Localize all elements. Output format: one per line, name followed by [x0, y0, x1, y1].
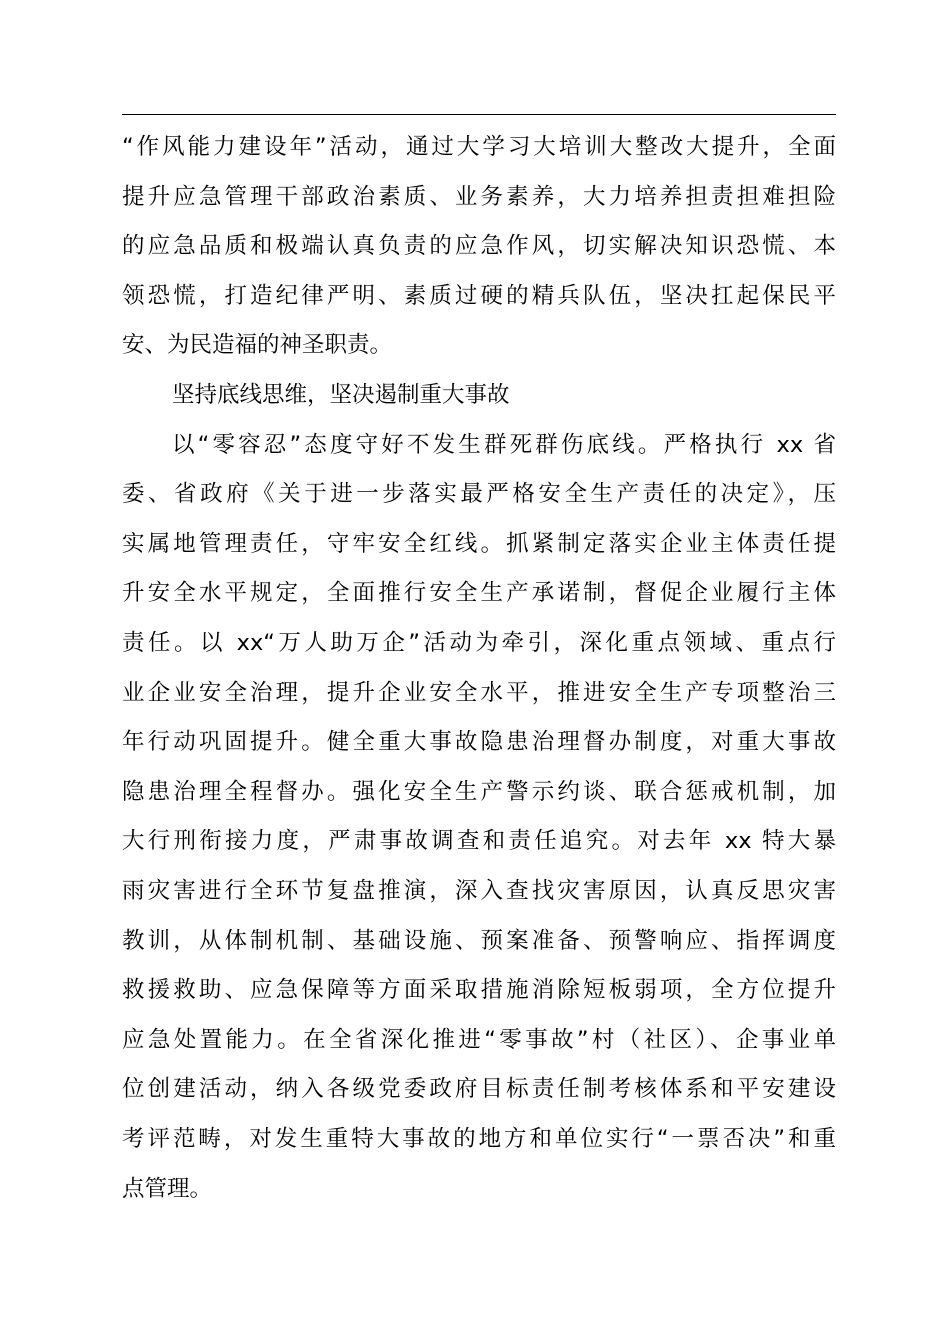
text-line: 年行动巩固提升。健全重大事故隐患治理督办制度，对重大事故 [122, 729, 836, 756]
text-line: 委、省政府《关于进一步落实最严格安全生产责任的决定》，压 [122, 481, 836, 508]
text-line: 雨灾害进行全环节复盘推演，深入查找灾害原因，认真反思灾害 [122, 878, 836, 904]
text-line: 点管理。 [122, 1175, 213, 1202]
text-line: 隐患治理全程督办。强化安全生产警示约谈、联合惩戒机制，加 [122, 778, 836, 805]
text-line: 安、为民造福的神圣职责。 [122, 332, 393, 359]
text-line: 升安全水平规定，全面推行安全生产承诺制，督促企业履行主体 [122, 580, 836, 607]
text-line: 提升应急管理干部政治素质、业务素养，大力培养担责担难担险 [122, 183, 836, 210]
text-line: 责任。以 xx“万人助万企”活动为牵引，深化重点领域、重点行 [122, 630, 836, 656]
text-line: 的应急品质和极端认真负责的应急作风，切实解决知识恐慌、本 [122, 233, 836, 260]
text-line: 大行刑衔接力度，严肃事故调查和责任追究。对去年 xx 特大暴 [122, 828, 836, 855]
text-line: 应急处置能力。在全省深化推进“零事故”村（社区）、企事业单 [122, 1026, 836, 1053]
text-line: 业企业安全治理，提升企业安全水平，推进安全生产专项整治三 [122, 679, 836, 706]
section-heading: 坚持底线思维，坚决遏制重大事故 [172, 382, 510, 408]
text-line: 以“零容忍”态度守好不发生群死群伤底线。严格执行 xx 省 [172, 431, 836, 458]
text-line: “作风能力建设年”活动，通过大学习大培训大整改大提升，全面 [122, 134, 836, 160]
text-line: 考评范畴，对发生重特大事故的地方和单位实行“一票否决”和重 [122, 1126, 836, 1152]
text-line: 领恐慌，打造纪律严明、素质过硬的精兵队伍，坚决扛起保民平 [122, 282, 836, 309]
text-line: 位创建活动，纳入各级党委政府目标责任制考核体系和平安建设 [122, 1076, 836, 1103]
text-line: 救援救助、应急保障等方面采取措施消除短板弱项，全方位提升 [122, 977, 836, 1004]
header-rule [122, 114, 836, 115]
text-line: 教训，从体制机制、基础设施、预案准备、预警响应、指挥调度 [122, 927, 836, 954]
text-line: 实属地管理责任，守牢安全红线。抓紧制定落实企业主体责任提 [122, 530, 836, 557]
